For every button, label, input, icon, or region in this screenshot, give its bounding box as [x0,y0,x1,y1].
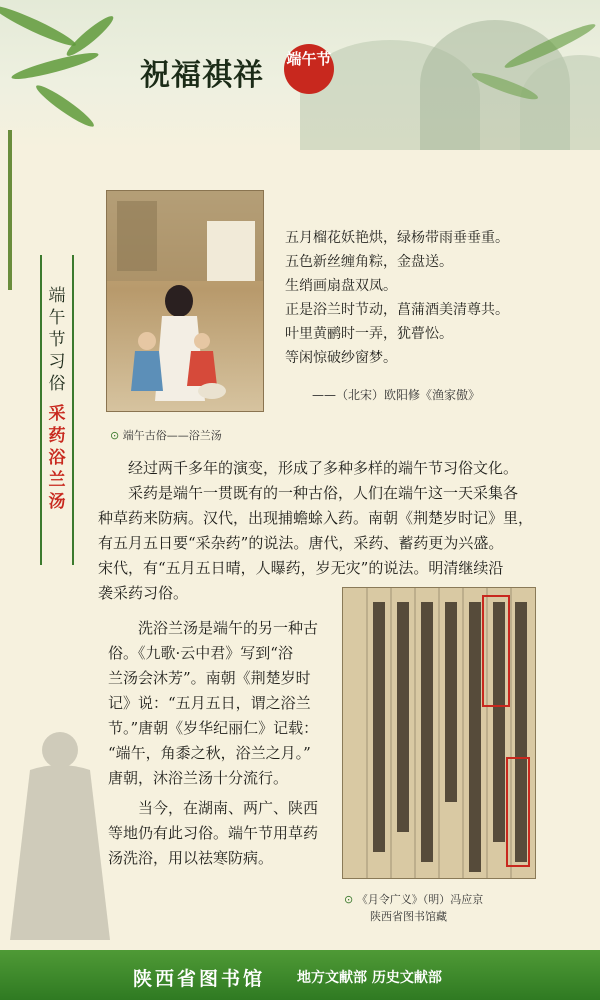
bath-paragraph [108,616,338,791]
poem-line: 五月榴花妖艳烘，绿杨带雨垂垂重。 [285,230,509,246]
library-name: 陕西省图书馆 [133,968,266,990]
paragraph-line: 俗。《九歌·云中君》写到“浴 [108,644,293,662]
bullet-icon: ⊙ [110,429,120,442]
painting-illustration [107,191,263,411]
paragraph-line: 记》说：“五月五日，谓之浴兰 [108,694,311,712]
paragraph-line: 采药是端午一贯既有的一种古俗，人们在端午这一天采集各 [128,484,519,502]
ancient-book-image [342,587,536,879]
paragraph-line: 宋代，有“五月五日晴，人曝药，岁无灾”的说法。明清继续沿 [98,559,504,577]
book-caption: ⊙ 《月令广义》（明）冯应京 [344,893,484,906]
paragraph-line: 袭采药习俗。 [98,584,189,602]
bamboo-stalk [8,130,12,290]
poem-line: 正是浴兰时节动，菖蒲酒美清尊共。 [285,302,509,318]
poem-block [285,226,585,370]
paragraph-line: 兰汤会沐芳”。南朝《荆楚岁时 [108,669,311,687]
sidebar-category: 端午节习俗 [48,286,66,394]
poem-source: ——（北宋）欧阳修《渔家傲》 [312,388,481,402]
paragraph-line: 等地仍有此习俗。端午节用草药 [108,824,319,842]
poem-line: 等闲惊破纱窗梦。 [285,350,397,366]
painting-caption: ⊙ 端午古俗——浴兰汤 [110,429,222,442]
intro-paragraph: 经过两千多年的演变，形成了多种多样的端午节习俗文化。 [128,459,519,477]
today-paragraph [108,796,338,871]
painting-image [106,190,264,412]
section-sidebar [40,255,74,565]
book-collection: 陕西省图书馆藏 [370,910,447,923]
department-names: 地方文献部 历史文献部 [297,970,442,986]
paragraph-line: 汤洗浴，用以祛寒防病。 [108,849,274,867]
footer-bar [0,950,600,1000]
paragraph-line: 有五月五日要“采杂药”的说法。唐代，采药、蓄药更为兴盛。 [98,534,504,552]
sage-silhouette [0,710,120,950]
page-title: 祝福祺祥 [140,58,264,93]
festival-seal: 端午节 [284,44,334,94]
paragraph-line: 种草药来防病。汉代，出现捕蟾蜍入药。南朝《荆楚岁时记》里， [98,509,534,527]
book-page-illustration [343,588,535,878]
paragraph-line: 当今，在湖南、两广、陕西 [138,799,319,817]
sidebar-topic: 采药浴兰汤 [48,404,66,512]
poem-line: 五色新丝缠角粽，金盘送。 [285,254,453,270]
poem-line: 叶里黄鹂时一弄，犹瞢忪。 [285,326,453,342]
poem-line: 生绡画扇盘双凤。 [285,278,397,294]
paragraph-line: 洗浴兰汤是端午的另一种古 [138,619,319,637]
paragraph-line: 唐朝，沐浴兰汤十分流行。 [108,769,289,787]
paragraph-line: “端午，角黍之秋，浴兰之月。” [108,744,311,762]
paragraph-line: 节。”唐朝《岁华纪丽仁》记载： [108,719,319,737]
bullet-icon: ⊙ [344,893,354,906]
